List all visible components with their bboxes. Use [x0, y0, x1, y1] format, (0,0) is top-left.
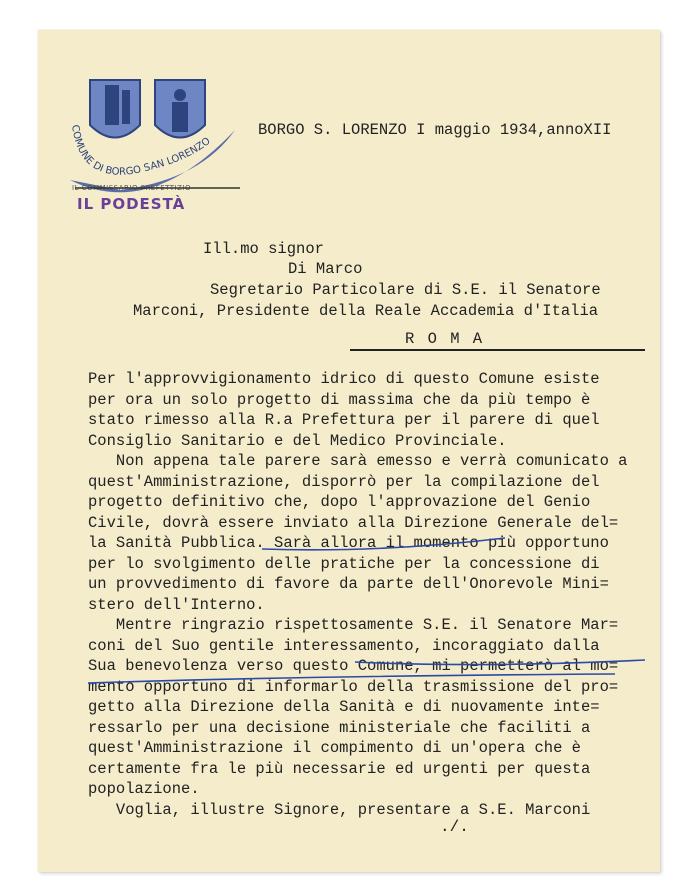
body-line: Voglia, illustre Signore, presentare a S.E. Marconi — [88, 800, 591, 819]
body-line: Civile, dovrà essere inviato alla Direzione Generale del= — [88, 513, 619, 532]
body-line: stato rimesso alla R.a Prefettura per il parere di quel — [88, 411, 600, 429]
podesta-stamp: IL PODESTÀ — [77, 195, 186, 213]
body-line: la Sanità Pubblica. Sarà allora il momento più opportuno — [88, 534, 609, 552]
body-line: quest'Amministrazione il compimento di un'opera che è — [88, 739, 581, 757]
body-line: Sua benevolenza verso questo Comune, mi permetterò al mo= — [88, 657, 619, 675]
address-line-2: Di Marco — [288, 260, 363, 278]
body-line: Non appena tale parere sarà emesso e verrà comunicato a — [88, 452, 628, 470]
body-line: quest'Amministrazione, disporrò per la compilazione del — [88, 472, 600, 491]
body-line: coni del Suo gentile interessamento, incoraggiato dalla — [88, 636, 600, 655]
body-line: Consiglio Sanitario e del Medico Provinciale. — [88, 431, 507, 450]
body-line: Mentre ringrazio rispettosamente S.E. il Senatore Mar= — [88, 616, 619, 634]
address-line-1: Ill.mo signor — [203, 240, 324, 258]
body-line: certamente fra le più necessarie ed urgenti per questa — [88, 759, 591, 778]
stamp-commissario-text: IL COMMISSARIO PREFETTIZIO — [72, 184, 192, 192]
body-line: progetto definitivo che, dopo l'approvazione del Genio — [88, 493, 591, 511]
body-line: per lo svolgimento delle pratiche per la concessione di — [88, 554, 600, 573]
continuation-mark: ./. — [440, 818, 469, 836]
address-line-3: Segretario Particolare di S.E. il Senatore — [210, 281, 601, 299]
body-line: un provvedimento di favore da parte dell'Onorevole Mini= — [88, 575, 609, 593]
body-line: popolazione. — [88, 780, 200, 798]
body-line: Per l'approvvigionamento idrico di questo Comune esiste — [88, 370, 600, 388]
stamp-comune-text: COMUNE DI BORGO SAN LORENZO — [69, 123, 213, 178]
body-line: stero dell'Interno. — [88, 595, 265, 614]
address-city: R O M A — [405, 330, 485, 348]
body-line: mento opportuno di informarlo della trasmissione del pro= — [88, 677, 619, 696]
dateline: BORGO S. LORENZO I maggio 1934,annoXII — [258, 121, 612, 139]
body-line: per ora un solo progetto di massima che da più tempo è — [88, 390, 591, 409]
body-line: ressarlo per una decisione ministeriale che faciliti a — [88, 718, 591, 737]
address-line-4: Marconi, Presidente della Reale Accademia d'Italia — [133, 302, 599, 320]
body-line: getto alla Direzione della Sanità e di nuovamente inte= — [88, 698, 600, 716]
